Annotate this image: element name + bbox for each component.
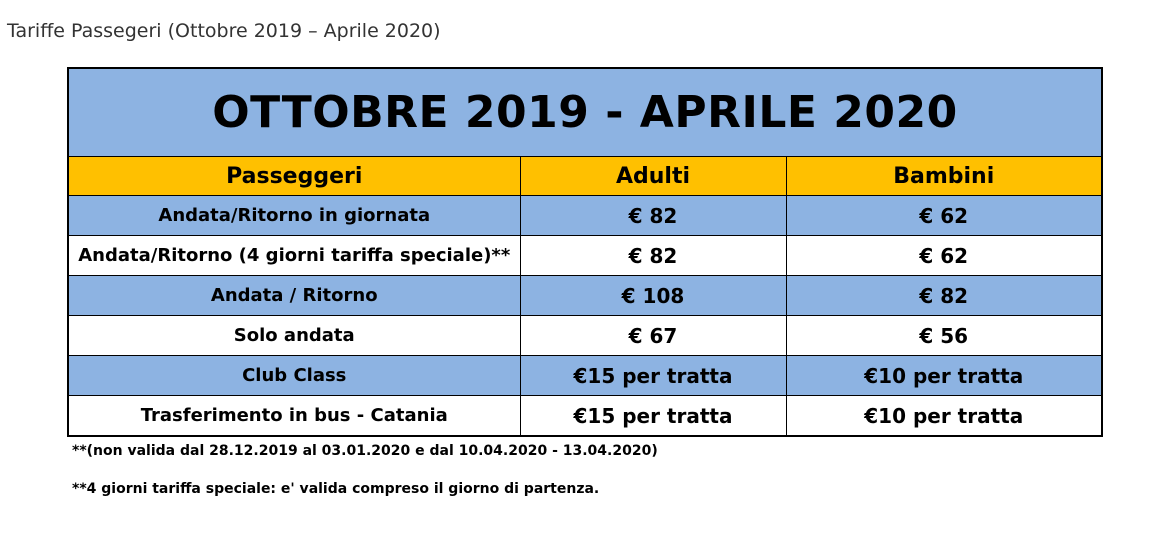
table-banner: OTTOBRE 2019 - APRILE 2020 (68, 68, 1102, 157)
price-adulti: €15 per tratta (520, 356, 786, 396)
row-label: Andata/Ritorno (4 giorni tariffa speciale)** (68, 236, 520, 276)
row-label: Club Class (68, 356, 520, 396)
price-bambini: €10 per tratta (786, 396, 1102, 437)
header-bambini: Bambini (786, 157, 1102, 196)
price-bambini: € 82 (786, 276, 1102, 316)
footnote-validity: **(non valida dal 28.12.2019 al 03.01.2020 e dal 10.04.2020 - 13.04.2020) (72, 443, 658, 459)
table-row (68, 236, 1102, 276)
table-row (68, 356, 1102, 396)
price-adulti: € 67 (520, 316, 786, 356)
header-adulti: Adulti (520, 157, 786, 196)
table-row (68, 196, 1102, 236)
price-adulti: € 82 (520, 236, 786, 276)
row-label: Andata/Ritorno in giornata (68, 196, 520, 236)
price-adulti: €15 per tratta (520, 396, 786, 437)
row-label: Solo andata (68, 316, 520, 356)
price-bambini: € 56 (786, 316, 1102, 356)
footnote-special-fare: **4 giorni tariffa speciale: e' valida compreso il giorno di partenza. (72, 481, 600, 497)
header-passeggeri: Passeggeri (68, 157, 520, 196)
table-row (68, 316, 1102, 356)
table-row (68, 396, 1102, 437)
price-bambini: € 62 (786, 196, 1102, 236)
row-label: Andata / Ritorno (68, 276, 520, 316)
price-bambini: €10 per tratta (786, 356, 1102, 396)
row-label: Trasferimento in bus - Catania (68, 396, 520, 437)
page-heading: Tariffe Passegeri (Ottobre 2019 – Aprile 2020) (7, 20, 441, 42)
price-bambini: € 62 (786, 236, 1102, 276)
fare-table (67, 67, 1103, 437)
table-header-row (68, 157, 1102, 196)
table-row (68, 276, 1102, 316)
price-adulti: € 108 (520, 276, 786, 316)
price-adulti: € 82 (520, 196, 786, 236)
